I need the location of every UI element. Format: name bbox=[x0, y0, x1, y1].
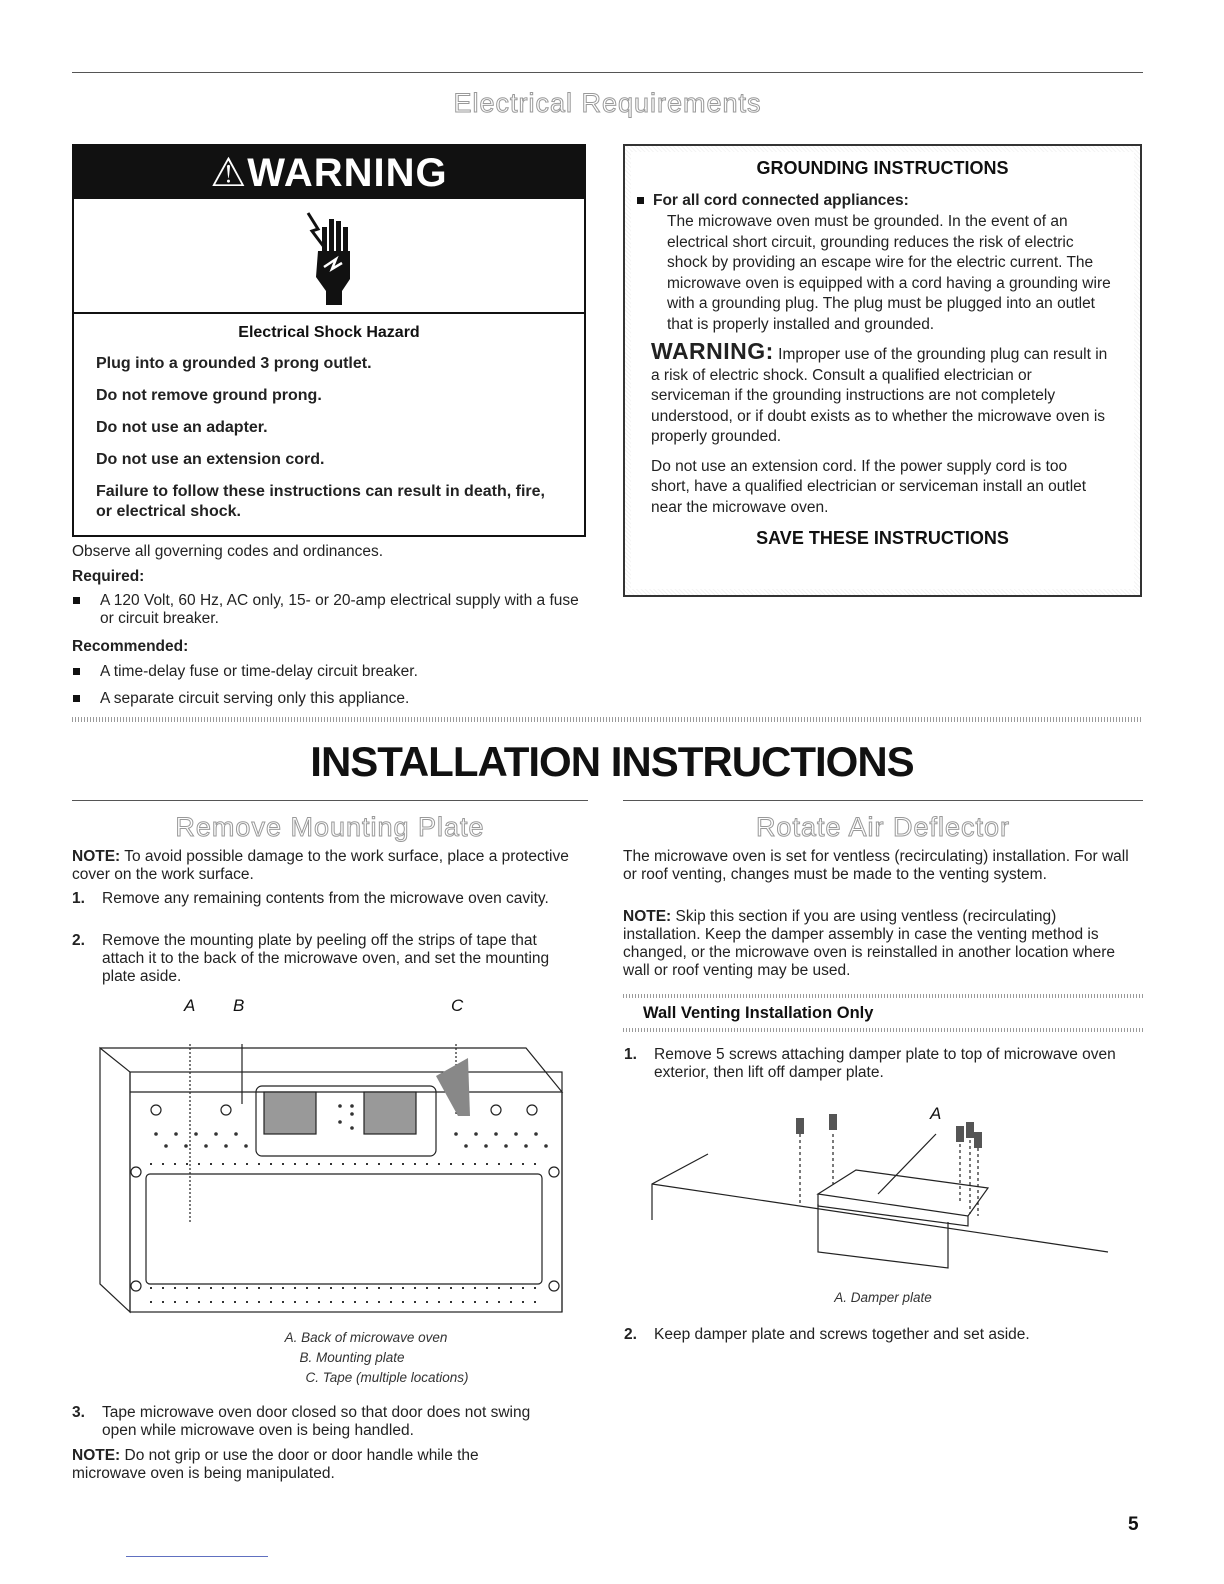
section-divider bbox=[72, 717, 1143, 722]
wall-venting-top-rule bbox=[623, 994, 1143, 998]
remove-caption-c: C. Tape (multiple locations) bbox=[305, 1370, 469, 1385]
rotate-step-1-text: Remove 5 screws attaching damper plate to top of microwave oven exterior, then lift off damper plate. bbox=[654, 1046, 1116, 1081]
rotate-intro: The microwave oven is set for ventless (recirculating) installation. For wall or roof venting, changes must be made to the venting system. bbox=[623, 848, 1129, 883]
warning-box bbox=[72, 144, 586, 537]
grounding-sub bbox=[653, 192, 1134, 210]
remove-caption-a: A. Back of microwave oven bbox=[284, 1330, 448, 1345]
diagram-label-c: C bbox=[451, 996, 464, 1015]
warning-icon-area bbox=[74, 199, 584, 314]
diagram-label-a: A bbox=[184, 996, 196, 1015]
remove-plate-note bbox=[72, 848, 572, 884]
note2-text: Do not grip or use the door or door handle while the microwave oven is being manipulated. bbox=[72, 1447, 479, 1482]
grounding-box bbox=[623, 144, 1142, 597]
rotate-note bbox=[623, 908, 1123, 980]
warning-line-3: Do not use an adapter. bbox=[96, 419, 268, 436]
grounding-para1: The microwave oven must be grounded. In the event of an electrical short circuit, grounding reduces the risk of electric shock by providing an escape wire for the electric current. The microwave oven is equipped with a cord having a grounding wire with a grounding plug. The plug must be plugged into an outlet that is properly installed and grounded. bbox=[667, 213, 1111, 333]
save-instructions: SAVE THESE INSTRUCTIONS bbox=[756, 528, 1009, 548]
grounding-warning-word: WARNING: bbox=[651, 338, 774, 364]
page-number: 5 bbox=[1128, 1514, 1139, 1535]
remove-plate-title: Remove Mounting Plate bbox=[175, 812, 485, 842]
remove-step-1-text: Remove any remaining contents from the microwave oven cavity. bbox=[102, 890, 549, 907]
grounding-para3: Do not use an extension cord. If the power supply cord is too short, have a qualified electrician or serviceman install an outlet near the microwave oven. bbox=[651, 457, 1087, 516]
remove-step-3-text: Tape microwave oven door closed so that door does not swing open while microwave oven is being handled. bbox=[102, 1404, 531, 1439]
installation-title: INSTALLATION INSTRUCTIONS bbox=[310, 738, 914, 785]
warning-line-5: Failure to follow these instructions can result in death, fire, or electrical shock. bbox=[96, 483, 545, 520]
required-label: Required: bbox=[72, 568, 145, 585]
grounding-warning-text: Improper use of the grounding plug can result in a risk of electric shock. Consult a qualified electrician or serviceman if the grounding instructions are not completely understood, or if doubt exists as to whether the microwave oven is properly grounded. bbox=[651, 346, 1108, 445]
warning-header: ⚠WARNING bbox=[74, 146, 584, 199]
left-column-rule bbox=[72, 800, 588, 801]
note2-label: NOTE: bbox=[72, 1447, 121, 1464]
damper-label-a: A bbox=[930, 1104, 942, 1123]
recommended-item-1: A time-delay fuse or time-delay circuit breaker. bbox=[100, 663, 580, 681]
rotate-step-2: 2. Keep damper plate and screws together and set aside. bbox=[624, 1326, 1030, 1343]
grounding-sub-text: For all cord connected appliances: bbox=[653, 192, 909, 209]
top-rule bbox=[72, 72, 1143, 73]
section-title-electrical: Electrical Requirements bbox=[453, 88, 762, 118]
bullet-mark bbox=[637, 197, 644, 204]
warning-line-2: Do not remove ground prong. bbox=[96, 387, 322, 404]
bottom-link-underline bbox=[126, 1556, 268, 1557]
damper-plate-diagram bbox=[648, 1104, 1118, 1280]
recommended-label: Recommended: bbox=[72, 638, 189, 655]
remove-note-2 bbox=[72, 1447, 552, 1483]
wall-venting-bottom-rule bbox=[623, 1028, 1143, 1032]
grounding-title: GROUNDING INSTRUCTIONS bbox=[756, 158, 1009, 178]
electric-shock-hand-icon bbox=[302, 207, 362, 307]
remove-step-2-text: Remove the mounting plate by peeling off the strips of tape that attach it to the back of the microwave oven, and set the mounting plate aside. bbox=[102, 932, 550, 985]
rotate-title: Rotate Air Deflector bbox=[755, 812, 1011, 842]
diagram-label-b: B bbox=[233, 996, 245, 1015]
remove-step-2: 2. Remove the mounting plate by peeling off the strips of tape that attach it to the back of the microwave oven, and set the mounting plate aside. bbox=[72, 932, 550, 985]
grounding-warning bbox=[651, 338, 1114, 448]
remove-step-3: 3. Tape microwave oven door closed so that door does not swing open while microwave oven is being handled. bbox=[72, 1404, 531, 1439]
rotate-step-1: 1. Remove 5 screws attaching damper plate to top of microwave oven exterior, then lift off damper plate. bbox=[624, 1046, 1116, 1081]
warning-hazard: Electrical Shock Hazard bbox=[238, 324, 420, 341]
note-label: NOTE: bbox=[72, 848, 121, 865]
right-column-rule bbox=[623, 800, 1143, 801]
wall-venting-title: Wall Venting Installation Only bbox=[643, 1004, 874, 1022]
warning-line-1: Plug into a grounded 3 prong outlet. bbox=[96, 355, 372, 372]
damper-caption: A. Damper plate bbox=[834, 1290, 932, 1305]
warning-line-4: Do not use an extension cord. bbox=[96, 451, 325, 468]
recommended-item-2: A separate circuit serving only this appliance. bbox=[100, 690, 580, 708]
microwave-back-diagram bbox=[96, 1014, 570, 1324]
required-item: A 120 Volt, 60 Hz, AC only, 15- or 20-amp electrical supply with a fuse or circuit breaker. bbox=[100, 592, 579, 627]
remove-step-1: 1. Remove any remaining contents from the microwave oven cavity. bbox=[72, 890, 549, 907]
rotate-step-2-text: Keep damper plate and screws together and set aside. bbox=[654, 1326, 1030, 1343]
remove-caption-b: B. Mounting plate bbox=[299, 1350, 405, 1365]
observe-text: Observe all governing codes and ordinances. bbox=[72, 543, 384, 560]
rotate-note-text: Skip this section if you are using ventless (recirculating) installation. Keep the damper assembly in case the venting method is changed, or the microwave oven is reinstalled in another location where wall or roof venting may be used. bbox=[623, 908, 1115, 979]
note-text: To avoid possible damage to the work surface, place a protective cover on the work surface. bbox=[72, 848, 569, 883]
rotate-note-label: NOTE: bbox=[623, 908, 672, 925]
